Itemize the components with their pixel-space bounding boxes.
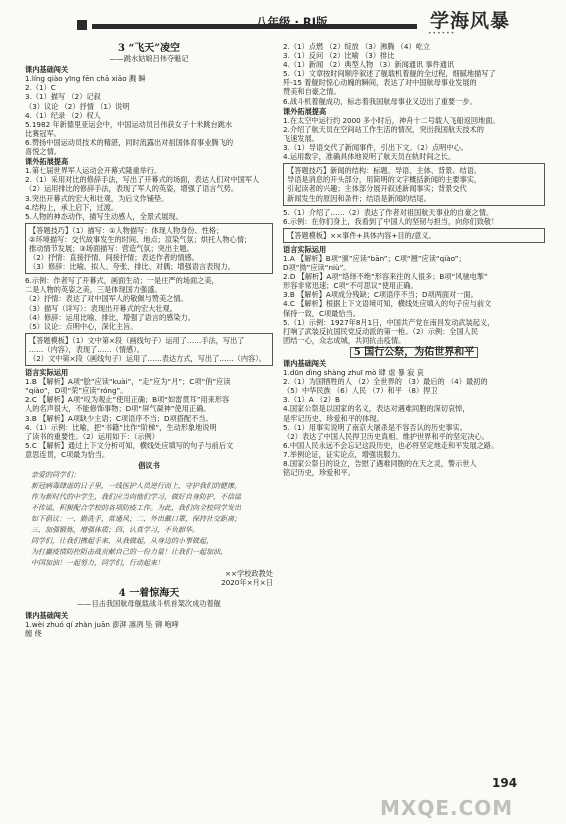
text-line: 3.B 【解析】A项成分残缺；C项语序不当；D项两面对一面。 [283, 290, 478, 300]
text-line: 4.结构上，承上启下，过渡。 [25, 202, 119, 212]
text-line: 歼-15 着舰时惊心动魄的瞬间，表达了对中国航母事业发展的 [283, 78, 477, 88]
text-line: 不传谣，积极配合学校的各项防疫工作。为此，我们向全校同学发出 [31, 504, 241, 513]
text-line: 1.wèi zhuó qí zhàn juān 澎湃 凛冽 坠 铆 咆哮 [25, 619, 179, 629]
text-line: D项“拗”应读“niù”。 [283, 263, 351, 273]
text-line: 1.B 【解析】A项“脍”应读“kuài”，“走”应为“月”；C项“俏”应读 [25, 377, 231, 387]
page-number: 194 [492, 776, 518, 790]
text-line: ②环境描写：交代故事发生的时间、地点；渲染气氛；烘托人物心情； [29, 234, 252, 244]
text-line: 6.赞扬中国运动员技术的精湛，同时流露出对祖国体育事业腾飞的 [25, 137, 234, 147]
text-line: 保持一致，C项最恰当。 [283, 308, 360, 318]
answer-template-box [25, 333, 273, 366]
proposal-title: 倡议书 [138, 461, 160, 471]
extension-answers [283, 208, 545, 226]
lesson-5-answers [283, 359, 545, 477]
brand-dots: •••••• [428, 30, 456, 37]
proposal-date: 2020年×月×日 [221, 578, 273, 588]
language-practice [25, 368, 273, 459]
text-line: 【答题模板】××事件+具体内容+目的/意义。 [287, 230, 436, 240]
lesson-5-title [283, 347, 545, 358]
text-line: 3.突出开幕式的宏大和壮观，为后文作铺垫。 [25, 193, 169, 203]
text-line: 新冠病毒肆虐的日子里，一线医护人员逆行而上，守护我们的健康。 [31, 482, 241, 491]
text-line: 7.举例论证，证实论点，增强说服力。 [283, 449, 405, 459]
text-line: 课外拓展提高 [283, 106, 327, 116]
text-line: 5.（1）介绍了……（2）表达了作者对祖国航天事业的自豪之情。 [283, 207, 494, 217]
answer-tip-box [283, 163, 545, 205]
lesson-3-subtitle: ——跳水姑娘吕伟夺魁记 [109, 54, 189, 64]
text-line: 2.（1）为国牺牲的人 （2）全世界的 （3）最后的 （4）最初的 [283, 377, 488, 387]
text-line: 2.介绍了航天员在空间站工作生活的情况，突出我国航天技术的 [283, 124, 484, 134]
text-line: 课内基础闯关 [25, 610, 69, 620]
text-line: 为打赢疫情防控阻击战贡献自己的一份力量！让我们一起加油， [31, 548, 227, 557]
text-line: 推动情节发展；③场面描写：营造气氛；突出主题。 [29, 243, 194, 253]
text-line: 人的名声很大，不能修饰事物；D项“屏气凝神”使用正确。 [25, 404, 211, 414]
lesson-3-title: 3 “飞天”凌空 [118, 43, 180, 54]
text-line: 语言实际运用 [283, 244, 327, 254]
text-line: 意思连贯，C项最为恰当。 [25, 449, 110, 459]
text-line: 6.中国人民永远不会忘记这段历史，也必将坚定地走和平发展之路。 [283, 440, 499, 450]
text-line: 2.（1）采用对比的修辞手法，写出了开幕式的场面，表达人们对中国军人 [25, 175, 260, 185]
text-line: 1.第七届世界军人运动会开幕式隆重举行。 [25, 166, 162, 176]
text-line: 铭记历史，珍爱和平。 [283, 468, 355, 478]
text-line: 4.C 【解析】根据上下文语境可知，横线处应填入的句子应与前文 [283, 299, 492, 309]
text-line: 1.dūn dìng shàng zhuī mò 肆 虐 暴 寂 哀 [283, 368, 424, 378]
watermark: MXQE.COM [380, 796, 514, 820]
text-line: 如下倡议：一、勤洗手，常通风；二、外出戴口罩，保持社交距离； [31, 515, 241, 524]
text-line: 4.国家公祭是以国家的名义，表达对遇难同胞的深切哀悼， [283, 404, 470, 414]
text-line: （2）抒情：直接抒情、间接抒情；表达作者的情感。 [29, 253, 199, 263]
text-line: 2.C 【解析】A项“叹为观止”使用正确；B项“如雷贯耳”用来形容 [25, 395, 230, 405]
text-line: 三、加强锻炼，增强体质；四、认真学习，不负韶华。 [31, 526, 199, 535]
text-line: 【答题模板】（1）文中第×段（画线句子）运用了……手法，写出了 [29, 335, 245, 345]
text-line: 5.1982 年新德里亚运会中，中国运动员吕伟获女子十米跳台跳水 [25, 119, 233, 129]
text-line: 缠 绕 [25, 628, 42, 638]
lesson-3-answers [25, 65, 273, 221]
proposal-letter [25, 470, 273, 569]
text-line: 同学们，让我们携起手来，从我做起，从身边的小事做起， [31, 537, 213, 546]
right-column [283, 42, 545, 477]
text-line: 作为新时代的中学生，我们应当向他们学习，做好自身防护，不信谣 [31, 493, 241, 502]
text-line: 赞美和自豪之情。 [283, 87, 341, 97]
answer-tip-box [25, 223, 273, 274]
language-practice [283, 245, 545, 345]
text-line: 3.B 【解析】A项缺少主语；C项语序不当；D项搭配不当。 [25, 413, 213, 423]
text-line: 喜悦之情。 [25, 147, 61, 157]
text-line: （3）描写（详写）：表现出开幕式的宏大壮观。 [25, 303, 177, 313]
text-line: 3.（1）导语交代了新闻事件，引出下文。（2）点明中心。 [283, 143, 468, 153]
text-line: 亲爱的同学们： [31, 471, 80, 480]
text-line: “qiào”，D项“荣”应读“róng”。 [25, 386, 128, 396]
text-line: 1.A 【解析】B项“颁”应读“bān”；C项“翘”应读“qiào”； [283, 253, 466, 263]
text-line: 了读书的重要性。（2）运用如下：（示例） [25, 431, 159, 441]
proposal-signature: ××学校政教处 [225, 569, 273, 579]
text-line: 4.（1）示例：比喻，把“书籍”比作“阶梯”，生动形象地说明 [25, 422, 217, 432]
header-bar [92, 24, 417, 29]
text-line: 导语是消息的开头部分，用简明的文字概括新闻的主要事实， [287, 175, 482, 185]
text-line: 【答题技巧】新闻的结构：标题、导语、主体、背景、结语。 [287, 166, 482, 176]
text-line: 3.（1）A （2）B [283, 395, 340, 405]
text-line: （2）运用排比的修辞手法，表现了军人的英姿，增强了语言气势。 [25, 184, 239, 194]
text-line: 课内基础闯关 [283, 359, 327, 368]
lesson-3-answers-continued [25, 276, 273, 331]
text-line: （3）修辞：比喻、拟人、夸张、排比、对偶；增强语言表现力。 [29, 262, 235, 272]
text-line: （2）抒情：表达了对中国军人的敬佩与赞美之情。 [25, 294, 188, 304]
text-line: 4.（1）纪录 （2）权人 [25, 110, 101, 120]
grade-label: 八年级 · RJ版 [256, 15, 328, 29]
page-header [0, 0, 566, 38]
text-line: 6.战斗机着舰成功，标志着我国航母事业又迈出了重要一步。 [283, 96, 477, 106]
text-line: 1.在太空中运行约 2000 多小时后，神舟十二号载人飞船返回地面。 [283, 115, 500, 125]
text-line: 【答题技巧】（1）描写：①人物描写：体现人物身份、性格； [29, 225, 224, 235]
text-line: 课外拓展提高 [25, 157, 69, 167]
text-line: （4）修辞：运用比喻、排比，增强了语言的感染力。 [25, 312, 195, 322]
lesson-4-title: 4 一着惊海天 [118, 588, 180, 600]
text-line: ……（内容），表现了……（情感）。 [29, 344, 144, 354]
text-line: 比赛冠军。 [25, 128, 61, 138]
text-line: （3）议论 （2）抒情 （1）说明 [25, 101, 130, 111]
text-line: 5.人物的神态动作，描写生动感人，全景式展现。 [25, 211, 183, 221]
text-line: （2）表达了中国人民捍卫历史真相、维护世界和平的坚定决心。 [283, 431, 489, 441]
text-line: 5.（1）示例：1927年8月1日，中国共产党在南昌发动武装起义， [283, 317, 495, 327]
header-mark [77, 20, 87, 30]
text-line: 语言实际运用 [25, 368, 69, 378]
text-line: 6.示例：在你们身上，我看到了中国人的坚韧与担当，向你们致敬！ [283, 216, 499, 226]
text-line: 飞速发展。 [283, 133, 319, 143]
text-line: 5.（1）用事实说明了南京大屠杀是不容否认的历史事实。 [283, 422, 467, 432]
text-line: 新闻发生的原因和条件；结语是新闻的结尾。 [287, 193, 431, 203]
text-line: 形容非常迅速；C项“不可思议”使用正确。 [283, 281, 418, 291]
text-line: 6.示例：作者写了开幕式，画面生动；一是庄严的场面之美， [25, 276, 219, 286]
text-line: 中国加油！一起努力，同学们，行动起来！ [31, 559, 164, 568]
text-line: （5）中华民族 （6）人民 （7）和平 （8）捍卫 [283, 386, 438, 396]
text-line: （5）议论：点明中心，深化主旨。 [25, 321, 138, 331]
answer-template-box [283, 228, 545, 243]
text-line: 打响了武装反抗国民党反动派的第一枪。（2）示例：全国人民 [283, 326, 479, 336]
text-line: 4.（1）新闻 （2）典型人物 （3）新闻通讯 事件通讯 [283, 60, 455, 70]
text-line: 3.（1）描写 （2）记叙 [25, 92, 101, 102]
lesson-4-subtitle: ——目击我国航母舰载战斗机首架次成功着舰 [77, 599, 221, 609]
lesson-4-answers-continued [283, 42, 545, 161]
text-line: 2.（1）点燃 （2）绽放 （3）沸腾 （4）屹立 [283, 42, 431, 51]
text-line: 课内基础闯关 [25, 65, 69, 75]
text-line: 4.运用数字，准确具体地说明了航天员在轨时间之长。 [283, 152, 456, 162]
text-line: （2）文中第×段（画线句子）运用了……表达方式，写出了……（内容）。 [29, 354, 266, 363]
lesson-4-answers [25, 611, 273, 638]
left-column [25, 42, 273, 638]
brand-logo: 学海风暴 [430, 10, 511, 32]
text-line: 2.D 【解析】A项“络绎不绝”形容来往的人很多；B项“风驰电掣” [283, 272, 488, 282]
text-line: 1.líng qiào yīng fēn chā xiāo 溅 瞬 [25, 74, 146, 84]
lesson-5-title-text: 5 国行公祭，为佑世界和平 [350, 347, 478, 358]
text-line: 8.国家公祭日的设立，告慰了遇难同胞的在天之灵，警示世人 [283, 459, 477, 469]
text-line: 团结一心，众志成城，共同抗击疫情。 [283, 335, 406, 345]
text-line: 2.（1）C [25, 83, 56, 93]
text-line: 二是人物的英姿之美，三是体现国力强盛。 [25, 285, 162, 295]
text-line: 3.（1）反问 （2）比喻 （3）排比 [283, 51, 395, 61]
text-line: 是牢记历史、珍爱和平的体现。 [283, 413, 384, 423]
text-line: 5.（1）文章按时间顺序叙述了舰载机着舰的全过程，细腻地描写了 [283, 69, 496, 79]
text-line: 引起读者的兴趣；主体部分展开叙述新闻事实；背景交代 [287, 184, 467, 194]
text-line: 5.C 【解析】通过上下文分析可知，横线处应填写的句子与前后文 [25, 440, 234, 450]
